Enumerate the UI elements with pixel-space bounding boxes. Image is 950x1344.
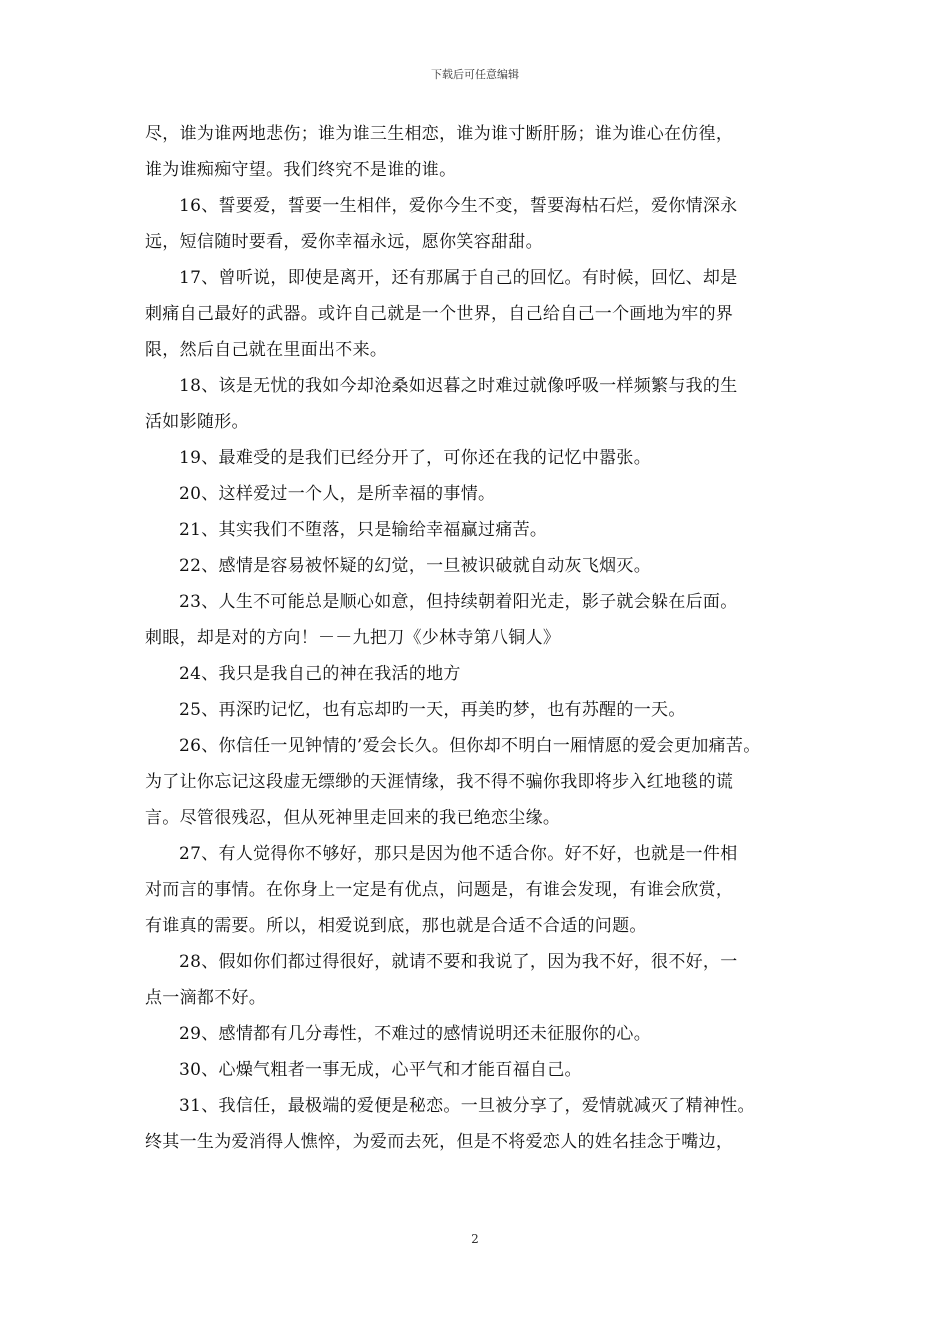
text-line: 30、心燥气粗者一事无成，心平气和才能百福自己。 xyxy=(179,1060,582,1080)
text-line: 23、人生不可能总是顺心如意，但持续朝着阳光走，影子就会躲在后面。 xyxy=(179,592,738,612)
paragraph xyxy=(145,440,809,476)
page-number: 2 xyxy=(471,1232,479,1246)
paragraph xyxy=(145,548,809,584)
paragraph xyxy=(145,476,809,512)
text-line: 终其一生为爱消得人憔悴，为爱而去死，但是不将爱恋人的姓名挂念于嘴边， xyxy=(145,1132,734,1152)
text-line: 19、最难受的是我们已经分开了，可你还在我的记忆中嚣张。 xyxy=(179,448,652,468)
text-line: 刺眼，却是对的方向！－－九把刀《少林寺第八铜人》 xyxy=(145,628,561,648)
paragraph xyxy=(145,584,809,656)
paragraph xyxy=(145,512,809,548)
page-header: 下载后可任意编辑 xyxy=(431,68,519,81)
paragraph xyxy=(145,1088,809,1160)
text-line: 21、其实我们不堕落，只是输给幸福赢过痛苦。 xyxy=(179,520,548,540)
text-line: 有谁真的需要。所以，相爱说到底，那也就是合适不合适的问题。 xyxy=(145,916,647,936)
paragraph xyxy=(145,116,809,188)
paragraph xyxy=(145,728,809,836)
text-line: 言。尽管很残忍，但从死神里走回来的我已绝恋尘缘。 xyxy=(145,808,561,828)
text-line: 16、誓要爱，誓要一生相伴，爱你今生不变，誓要海枯石烂，爱你情深永 xyxy=(179,196,738,216)
text-line: 31、我信任，最极端的爱便是秘恋。一旦被分享了，爱情就减灭了精神性。 xyxy=(179,1096,755,1116)
paragraph xyxy=(145,260,809,368)
paragraph xyxy=(145,1016,809,1052)
document-body xyxy=(145,116,809,1160)
text-line: 27、有人觉得你不够好，那只是因为他不适合你。好不好，也就是一件相 xyxy=(179,844,738,864)
text-line: 限，然后自己就在里面出不来。 xyxy=(145,340,388,360)
paragraph xyxy=(145,368,809,440)
paragraph xyxy=(145,656,809,692)
paragraph xyxy=(145,944,809,1016)
text-line: 对而言的事情。在你身上一定是有优点，问题是，有谁会发现，有谁会欣赏， xyxy=(145,880,734,900)
text-line: 17、曾听说，即使是离开，还有那属于自己的回忆。有时候，回忆、却是 xyxy=(179,268,738,288)
text-line: 为了让你忘记这段虚无缥缈的天涯情缘，我不得不骗你我即将步入红地毯的谎 xyxy=(145,772,734,792)
text-line: 18、该是无忧的我如今却沧桑如迟暮之时难过就像呼吸一样频繁与我的生 xyxy=(179,376,738,396)
text-line: 谁为谁痴痴守望。我们终究不是谁的谁。 xyxy=(145,160,457,180)
text-line: 刺痛自己最好的武器。或许自己就是一个世界，自己给自己一个画地为牢的界 xyxy=(145,304,734,324)
paragraph xyxy=(145,692,809,728)
text-line: 活如影随形。 xyxy=(145,412,249,432)
text-line: 24、我只是我自己的神在我活的地方 xyxy=(179,664,461,684)
text-line: 20、这样爱过一个人，是所幸福的事情。 xyxy=(179,484,496,504)
text-line: 远，短信随时要看，爱你幸福永远，愿你笑容甜甜。 xyxy=(145,232,543,252)
paragraph xyxy=(145,836,809,944)
text-line: 22、感情是容易被怀疑的幻觉，一旦被识破就自动灰飞烟灭。 xyxy=(179,556,652,576)
paragraph xyxy=(145,1052,809,1088)
text-line: 26、你信任一见钟情的’爱会长久。但你却不明白一厢情愿的爱会更加痛苦。 xyxy=(179,736,761,756)
text-line: 点一滴都不好。 xyxy=(145,988,267,1008)
text-line: 28、假如你们都过得很好，就请不要和我说了，因为我不好，很不好，一 xyxy=(179,952,738,972)
paragraph xyxy=(145,188,809,260)
text-line: 29、感情都有几分毒性，不难过的感情说明还未征服你的心。 xyxy=(179,1024,652,1044)
text-line: 尽，谁为谁两地悲伤；谁为谁三生相恋，谁为谁寸断肝肠；谁为谁心在仿徨， xyxy=(145,124,734,144)
text-line: 25、再深旳记忆，也有忘却旳一天，再美旳梦，也有苏醒的一天。 xyxy=(179,700,686,720)
